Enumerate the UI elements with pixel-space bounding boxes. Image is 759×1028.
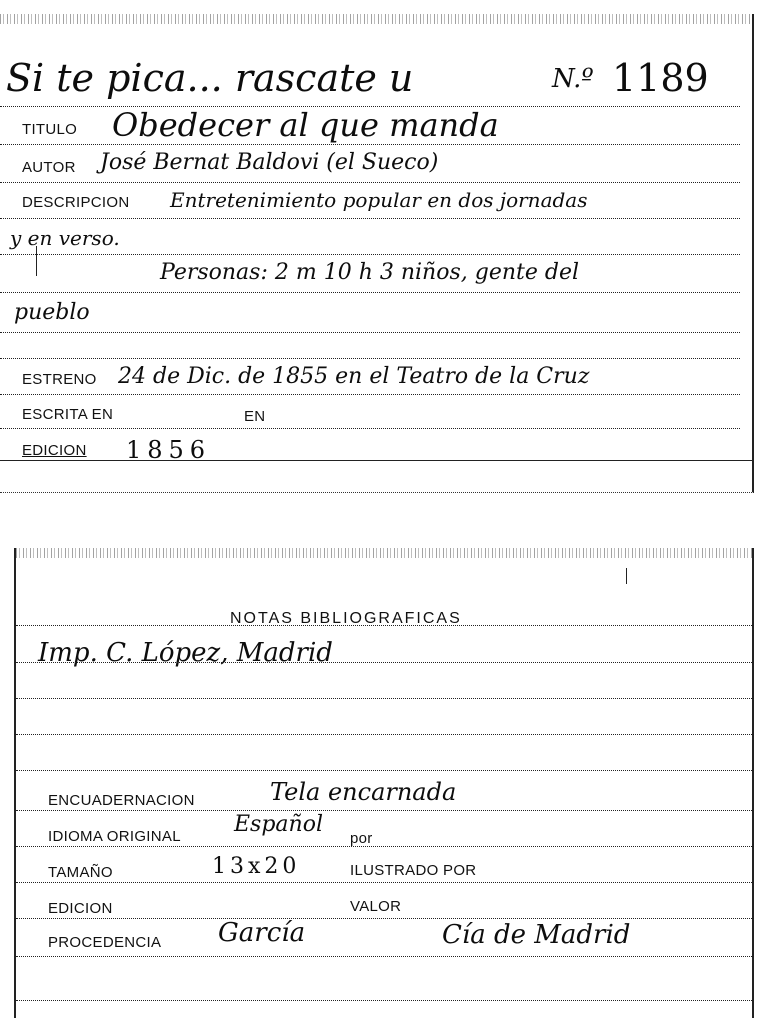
autor-label: AUTOR xyxy=(22,159,76,176)
idioma-por-label: por xyxy=(350,830,373,847)
encuadernacion-label: ENCUADERNACION xyxy=(48,792,195,809)
rule-escrita xyxy=(0,428,740,429)
escrita-en-label: ESCRITA EN xyxy=(22,406,114,423)
titulo-label: TITULO xyxy=(22,121,78,138)
rule-edicion xyxy=(0,460,752,461)
descripcion-line2: y en verso. xyxy=(10,226,120,250)
tamano-value: 13x20 xyxy=(212,854,301,879)
header-handwriting: Si te pica... rascate u xyxy=(6,56,414,100)
rule-descripcion-1 xyxy=(0,218,740,219)
encuadernacion-value: Tela encarnada xyxy=(270,778,457,806)
rule-edicion-bottom xyxy=(16,918,752,919)
notas-heading: NOTAS BIBLIOGRAFICAS xyxy=(230,610,462,627)
number-mark: N.º xyxy=(552,64,594,94)
procedencia-value: García xyxy=(218,918,306,948)
card-top-edge xyxy=(0,14,752,24)
notas-line1: Imp. C. López, Madrid xyxy=(38,638,333,668)
erased-area-bottom xyxy=(364,928,420,968)
pen-stroke xyxy=(36,246,37,276)
ilustrado-por-label: ILUSTRADO POR xyxy=(350,862,477,879)
descripcion-line4: pueblo xyxy=(14,300,90,325)
descripcion-line1: Entretenimiento popular en dos jornadas xyxy=(170,188,588,212)
descripcion-line3: Personas: 2 m 10 h 3 niños, gente del xyxy=(160,260,580,285)
rule-encuadernacion xyxy=(16,810,752,811)
rule-procedencia xyxy=(16,956,752,957)
estreno-value: 24 de Dic. de 1855 en el Teatro de la Cruz xyxy=(118,364,590,389)
rule-autor xyxy=(0,182,740,183)
card-bottom-edge xyxy=(16,548,752,558)
rule-notes-0 xyxy=(16,625,752,626)
valor-label: VALOR xyxy=(350,898,402,915)
rule-blank xyxy=(0,358,740,359)
idioma-original-label: IDIOMA ORIGINAL xyxy=(48,828,181,845)
rule-notes-4 xyxy=(16,770,752,771)
rule-titulo xyxy=(0,144,740,145)
rule-descripcion-2 xyxy=(0,254,740,255)
rule-notes-3 xyxy=(16,734,752,735)
card-number: 1189 xyxy=(612,56,709,100)
rule-notes-1 xyxy=(16,662,752,663)
edicion-bottom-label: EDICION xyxy=(48,900,113,917)
procedencia-label: PROCEDENCIA xyxy=(48,934,162,951)
rule-estreno xyxy=(0,394,740,395)
rule-notes-2 xyxy=(16,698,752,699)
catalog-card-top xyxy=(0,14,754,493)
tamano-label: TAMAÑO xyxy=(48,864,113,881)
edicion-value: 1856 xyxy=(126,436,212,464)
catalog-card-bottom xyxy=(14,548,754,1018)
rule-idioma xyxy=(16,846,752,847)
rule-tamano xyxy=(16,882,752,883)
erased-area xyxy=(330,410,384,456)
descripcion-label: DESCRIPCION xyxy=(22,194,130,211)
procedencia-value-2: Cía de Madrid xyxy=(442,920,631,950)
rule-descripcion-3 xyxy=(0,292,740,293)
idioma-original-value: Español xyxy=(234,812,323,837)
escrita-en-label-2: EN xyxy=(244,408,266,425)
estreno-label: ESTRENO xyxy=(22,371,97,388)
titulo-value: Obedecer al que manda xyxy=(112,106,499,144)
pen-tick xyxy=(626,568,627,584)
rule-descripcion-4 xyxy=(0,332,740,333)
edicion-label: EDICION xyxy=(22,442,87,459)
autor-value: José Bernat Baldovi (el Sueco) xyxy=(100,150,439,175)
rule-bottom xyxy=(16,1000,752,1001)
